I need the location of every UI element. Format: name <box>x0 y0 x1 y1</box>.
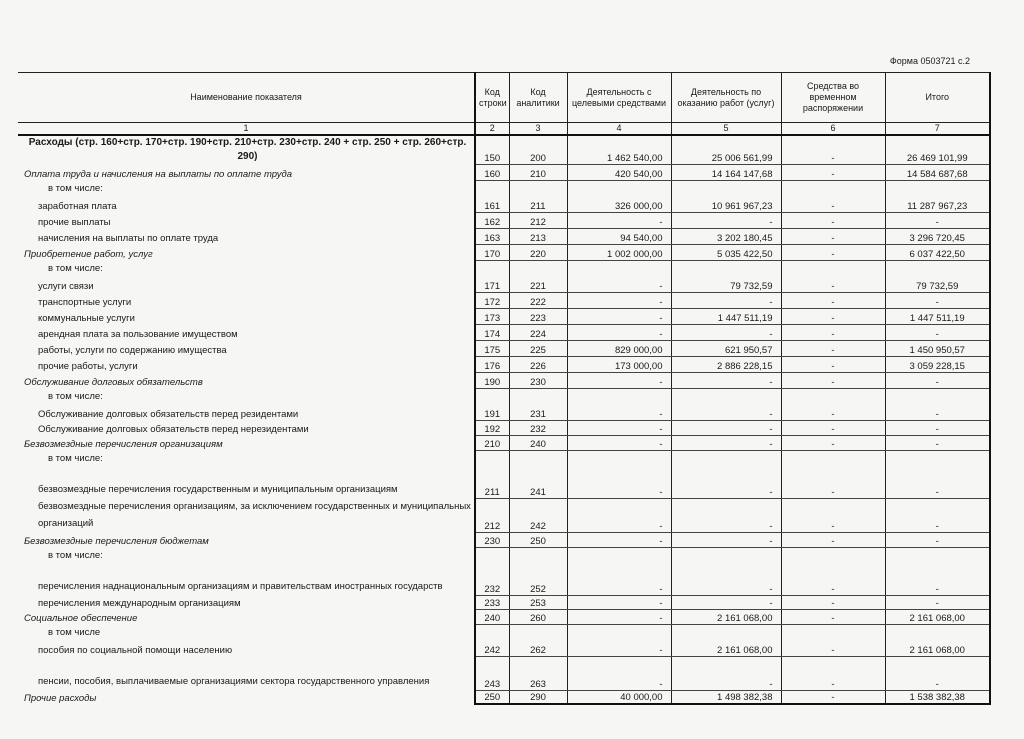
row-services: 1 447 511,19 <box>671 308 781 324</box>
row-total: - <box>885 656 990 690</box>
row-targeted: 326 000,00 <box>567 194 671 212</box>
row-name: работы, услуги по содержанию имущества <box>38 345 227 356</box>
row-temporary <box>781 450 885 464</box>
row-total: - <box>885 595 990 609</box>
row-analytics: 231 <box>509 402 567 420</box>
row-analytics: 290 <box>509 690 567 704</box>
row-name: Безвозмездные перечисления организациям <box>24 439 223 450</box>
row-temporary: - <box>781 464 885 498</box>
row-total: - <box>885 464 990 498</box>
row-analytics: 221 <box>509 274 567 292</box>
row-temporary: - <box>781 135 885 164</box>
table-row <box>18 656 990 690</box>
row-services: - <box>671 595 781 609</box>
row-name: безвозмездные перечисления организациям, за исключением государственных и муниципальных организаций <box>38 501 471 529</box>
row-total: 6 037 422,50 <box>885 244 990 260</box>
table-row <box>18 638 990 656</box>
row-targeted: - <box>567 292 671 308</box>
row-code: 162 <box>475 212 509 228</box>
row-name: в том числе: <box>48 391 103 402</box>
row-code: 192 <box>475 420 509 435</box>
table-row <box>18 498 990 532</box>
table-row <box>18 324 990 340</box>
table-row <box>18 420 990 435</box>
row-services: 14 164 147,68 <box>671 164 781 180</box>
row-analytics: 223 <box>509 308 567 324</box>
row-total: 1 450 950,57 <box>885 340 990 356</box>
row-code: 190 <box>475 372 509 388</box>
row-analytics: 242 <box>509 498 567 532</box>
row-temporary: - <box>781 212 885 228</box>
row-targeted: 40 000,00 <box>567 690 671 704</box>
row-temporary: - <box>781 690 885 704</box>
row-total: 1 447 511,19 <box>885 308 990 324</box>
row-code: 230 <box>475 532 509 547</box>
row-services: 79 732,59 <box>671 274 781 292</box>
row-targeted <box>567 180 671 194</box>
row-name: Расходы (стр. 160+стр. 170+стр. 190+стр. 210+стр. 230+стр. 240 + стр. 250 + стр. 260+стр. 290) <box>28 137 467 162</box>
row-targeted: - <box>567 274 671 292</box>
row-code: 161 <box>475 194 509 212</box>
table-row <box>18 402 990 420</box>
row-temporary <box>781 260 885 274</box>
row-code <box>475 388 509 402</box>
header-name: Наименование показателя <box>18 73 475 123</box>
table-row <box>18 609 990 624</box>
colnum-3: 3 <box>509 123 567 136</box>
row-analytics: 230 <box>509 372 567 388</box>
header-temporary: Средства во временном распоряжении <box>781 73 885 123</box>
row-analytics <box>509 450 567 464</box>
row-total <box>885 388 990 402</box>
row-temporary: - <box>781 274 885 292</box>
table-row <box>18 274 990 292</box>
row-total: - <box>885 435 990 450</box>
row-services <box>671 450 781 464</box>
row-name: транспортные услуги <box>38 297 132 308</box>
row-total: - <box>885 420 990 435</box>
row-targeted: - <box>567 638 671 656</box>
row-total: 11 287 967,23 <box>885 194 990 212</box>
row-code <box>475 180 509 194</box>
row-services: 10 961 967,23 <box>671 194 781 212</box>
row-total: 79 732,59 <box>885 274 990 292</box>
row-services: 2 886 228,15 <box>671 356 781 372</box>
row-name: в том числе: <box>48 453 103 464</box>
row-services: - <box>671 372 781 388</box>
row-name: Оплата труда и начисления на выплаты по оплате труда <box>24 169 293 180</box>
table-row <box>18 595 990 609</box>
row-name: прочие выплаты <box>38 217 111 228</box>
row-temporary <box>781 547 885 561</box>
row-services: 25 006 561,99 <box>671 135 781 164</box>
row-code <box>475 260 509 274</box>
row-temporary: - <box>781 532 885 547</box>
row-total: 14 584 687,68 <box>885 164 990 180</box>
table-body <box>18 135 990 704</box>
row-temporary: - <box>781 561 885 595</box>
row-targeted: - <box>567 308 671 324</box>
row-code: 174 <box>475 324 509 340</box>
table-row <box>18 340 990 356</box>
row-name: в том числе <box>48 627 101 638</box>
row-code: 150 <box>475 135 509 164</box>
row-services: 2 161 068,00 <box>671 638 781 656</box>
table-row <box>18 180 990 194</box>
row-total: - <box>885 292 990 308</box>
header-targeted: Деятельность с целевыми средствами <box>567 73 671 123</box>
row-targeted: - <box>567 498 671 532</box>
row-temporary: - <box>781 372 885 388</box>
row-total: 26 469 101,99 <box>885 135 990 164</box>
row-analytics: 226 <box>509 356 567 372</box>
row-targeted: - <box>567 609 671 624</box>
row-temporary: - <box>781 656 885 690</box>
row-code <box>475 624 509 638</box>
row-analytics: 232 <box>509 420 567 435</box>
row-name: пособия по социальной помощи населению <box>38 645 233 656</box>
row-services: - <box>671 498 781 532</box>
row-targeted: 829 000,00 <box>567 340 671 356</box>
row-analytics <box>509 624 567 638</box>
row-targeted: - <box>567 435 671 450</box>
table-row <box>18 435 990 450</box>
row-total: 1 538 382,38 <box>885 690 990 704</box>
row-analytics: 224 <box>509 324 567 340</box>
table-row <box>18 547 990 561</box>
header-row <box>18 73 990 123</box>
row-code <box>475 547 509 561</box>
table-row <box>18 356 990 372</box>
row-total: - <box>885 212 990 228</box>
table-row <box>18 135 990 164</box>
table-row <box>18 228 990 244</box>
header-analytics: Код аналитики <box>509 73 567 123</box>
row-analytics: 241 <box>509 464 567 498</box>
row-services: - <box>671 435 781 450</box>
row-total: 2 161 068,00 <box>885 638 990 656</box>
table-row <box>18 388 990 402</box>
row-targeted: 94 540,00 <box>567 228 671 244</box>
row-analytics <box>509 180 567 194</box>
row-analytics: 210 <box>509 164 567 180</box>
row-services: - <box>671 292 781 308</box>
row-services: - <box>671 402 781 420</box>
row-code: 171 <box>475 274 509 292</box>
row-analytics: 220 <box>509 244 567 260</box>
row-targeted: - <box>567 420 671 435</box>
row-analytics: 260 <box>509 609 567 624</box>
expenses-table <box>18 72 991 705</box>
row-temporary: - <box>781 609 885 624</box>
row-temporary: - <box>781 244 885 260</box>
row-name: услуги связи <box>38 281 94 292</box>
table-row <box>18 292 990 308</box>
row-temporary: - <box>781 194 885 212</box>
row-total: - <box>885 532 990 547</box>
table-row <box>18 624 990 638</box>
row-total: - <box>885 372 990 388</box>
row-code: 212 <box>475 498 509 532</box>
row-temporary: - <box>781 402 885 420</box>
row-targeted: - <box>567 561 671 595</box>
row-targeted: - <box>567 324 671 340</box>
row-name: коммунальные услуги <box>38 313 135 324</box>
row-name: в том числе: <box>48 183 103 194</box>
row-name: в том числе: <box>48 263 103 274</box>
row-name: начисления на выплаты по оплате труда <box>38 233 219 244</box>
row-services <box>671 624 781 638</box>
row-name: перечисления международным организациям <box>38 598 241 609</box>
row-services <box>671 547 781 561</box>
row-services <box>671 180 781 194</box>
row-name: Социальное обеспечение <box>24 613 138 624</box>
row-targeted: - <box>567 532 671 547</box>
column-number-row <box>18 123 990 136</box>
row-code: 172 <box>475 292 509 308</box>
row-temporary: - <box>781 308 885 324</box>
row-temporary <box>781 180 885 194</box>
row-code: 176 <box>475 356 509 372</box>
row-analytics: 253 <box>509 595 567 609</box>
row-name: арендная плата за пользование имуществом <box>38 329 238 340</box>
row-targeted: - <box>567 464 671 498</box>
table-row <box>18 164 990 180</box>
row-analytics: 262 <box>509 638 567 656</box>
row-name: Обслуживание долговых обязательств перед нерезидентами <box>38 424 309 435</box>
colnum-2: 2 <box>475 123 509 136</box>
row-analytics: 252 <box>509 561 567 595</box>
row-total: - <box>885 561 990 595</box>
row-analytics: 225 <box>509 340 567 356</box>
row-total: - <box>885 324 990 340</box>
header-total: Итого <box>885 73 990 123</box>
row-targeted <box>567 388 671 402</box>
row-temporary: - <box>781 420 885 435</box>
row-name: перечисления наднациональным организациям и правительствам иностранных государств <box>38 581 443 592</box>
row-code: 243 <box>475 656 509 690</box>
colnum-4: 4 <box>567 123 671 136</box>
row-targeted: - <box>567 656 671 690</box>
row-services: - <box>671 656 781 690</box>
row-code: 240 <box>475 609 509 624</box>
row-code: 232 <box>475 561 509 595</box>
row-name: Обслуживание долговых обязательств <box>24 377 203 388</box>
row-analytics: 222 <box>509 292 567 308</box>
row-temporary: - <box>781 164 885 180</box>
table-row <box>18 561 990 595</box>
row-temporary: - <box>781 324 885 340</box>
table-row <box>18 194 990 212</box>
row-total <box>885 180 990 194</box>
row-total <box>885 260 990 274</box>
row-name: Прочие расходы <box>24 693 97 704</box>
row-name: Безвозмездные перечисления бюджетам <box>24 536 209 547</box>
row-analytics: 212 <box>509 212 567 228</box>
row-services <box>671 388 781 402</box>
row-temporary: - <box>781 435 885 450</box>
row-name: в том числе: <box>48 550 103 561</box>
row-services: - <box>671 561 781 595</box>
row-targeted <box>567 547 671 561</box>
row-code: 173 <box>475 308 509 324</box>
row-code: 160 <box>475 164 509 180</box>
row-name: пенсии, пособия, выплачиваемые организациями сектора государственного управления <box>38 676 430 687</box>
colnum-5: 5 <box>671 123 781 136</box>
row-code: 233 <box>475 595 509 609</box>
header-services: Деятельность по оказанию работ (услуг) <box>671 73 781 123</box>
row-code: 210 <box>475 435 509 450</box>
row-services: 621 950,57 <box>671 340 781 356</box>
table-row <box>18 690 990 704</box>
row-services: - <box>671 324 781 340</box>
row-name: заработная плата <box>38 201 117 212</box>
row-services: - <box>671 212 781 228</box>
row-services: 3 202 180,45 <box>671 228 781 244</box>
row-temporary <box>781 624 885 638</box>
row-code: 211 <box>475 464 509 498</box>
row-temporary: - <box>781 340 885 356</box>
row-targeted <box>567 624 671 638</box>
row-analytics: 200 <box>509 135 567 164</box>
row-total: 3 059 228,15 <box>885 356 990 372</box>
row-targeted: - <box>567 402 671 420</box>
row-services: - <box>671 420 781 435</box>
row-code: 191 <box>475 402 509 420</box>
row-total <box>885 547 990 561</box>
row-temporary: - <box>781 356 885 372</box>
row-code: 163 <box>475 228 509 244</box>
row-code: 175 <box>475 340 509 356</box>
row-total: 2 161 068,00 <box>885 609 990 624</box>
row-analytics: 263 <box>509 656 567 690</box>
row-targeted <box>567 450 671 464</box>
row-analytics <box>509 547 567 561</box>
row-targeted: 173 000,00 <box>567 356 671 372</box>
row-services: - <box>671 464 781 498</box>
row-analytics: 240 <box>509 435 567 450</box>
row-temporary: - <box>781 228 885 244</box>
row-temporary: - <box>781 498 885 532</box>
row-name: безвозмездные перечисления государственным и муниципальным организациям <box>38 484 398 495</box>
row-services: 2 161 068,00 <box>671 609 781 624</box>
row-temporary: - <box>781 638 885 656</box>
row-temporary: - <box>781 595 885 609</box>
row-total: - <box>885 402 990 420</box>
row-analytics <box>509 260 567 274</box>
table-row <box>18 212 990 228</box>
row-services: - <box>671 532 781 547</box>
row-targeted: 420 540,00 <box>567 164 671 180</box>
colnum-7: 7 <box>885 123 990 136</box>
row-services: 1 498 382,38 <box>671 690 781 704</box>
row-code: 250 <box>475 690 509 704</box>
row-analytics: 213 <box>509 228 567 244</box>
row-services <box>671 260 781 274</box>
row-temporary <box>781 388 885 402</box>
row-name: прочие работы, услуги <box>38 361 138 372</box>
form-label: Форма 0503721 с.2 <box>889 56 970 66</box>
row-total: 3 296 720,45 <box>885 228 990 244</box>
row-name: Обслуживание долговых обязательств перед резидентами <box>38 409 299 420</box>
header-code: Код строки <box>475 73 509 123</box>
table-row <box>18 532 990 547</box>
row-temporary: - <box>781 292 885 308</box>
row-targeted <box>567 260 671 274</box>
row-total <box>885 450 990 464</box>
row-total <box>885 624 990 638</box>
row-analytics: 211 <box>509 194 567 212</box>
row-analytics <box>509 388 567 402</box>
row-services: 5 035 422,50 <box>671 244 781 260</box>
table-row <box>18 464 990 498</box>
row-targeted: - <box>567 595 671 609</box>
row-code: 170 <box>475 244 509 260</box>
colnum-1: 1 <box>18 123 475 136</box>
row-total: - <box>885 498 990 532</box>
row-targeted: 1 002 000,00 <box>567 244 671 260</box>
table-row <box>18 308 990 324</box>
table-row <box>18 372 990 388</box>
row-code: 242 <box>475 638 509 656</box>
row-targeted: - <box>567 212 671 228</box>
row-targeted: - <box>567 372 671 388</box>
colnum-6: 6 <box>781 123 885 136</box>
row-code <box>475 450 509 464</box>
table-row <box>18 450 990 464</box>
table-row <box>18 244 990 260</box>
row-name: Приобретение работ, услуг <box>24 249 153 260</box>
row-analytics: 250 <box>509 532 567 547</box>
table-row <box>18 260 990 274</box>
row-targeted: 1 462 540,00 <box>567 135 671 164</box>
